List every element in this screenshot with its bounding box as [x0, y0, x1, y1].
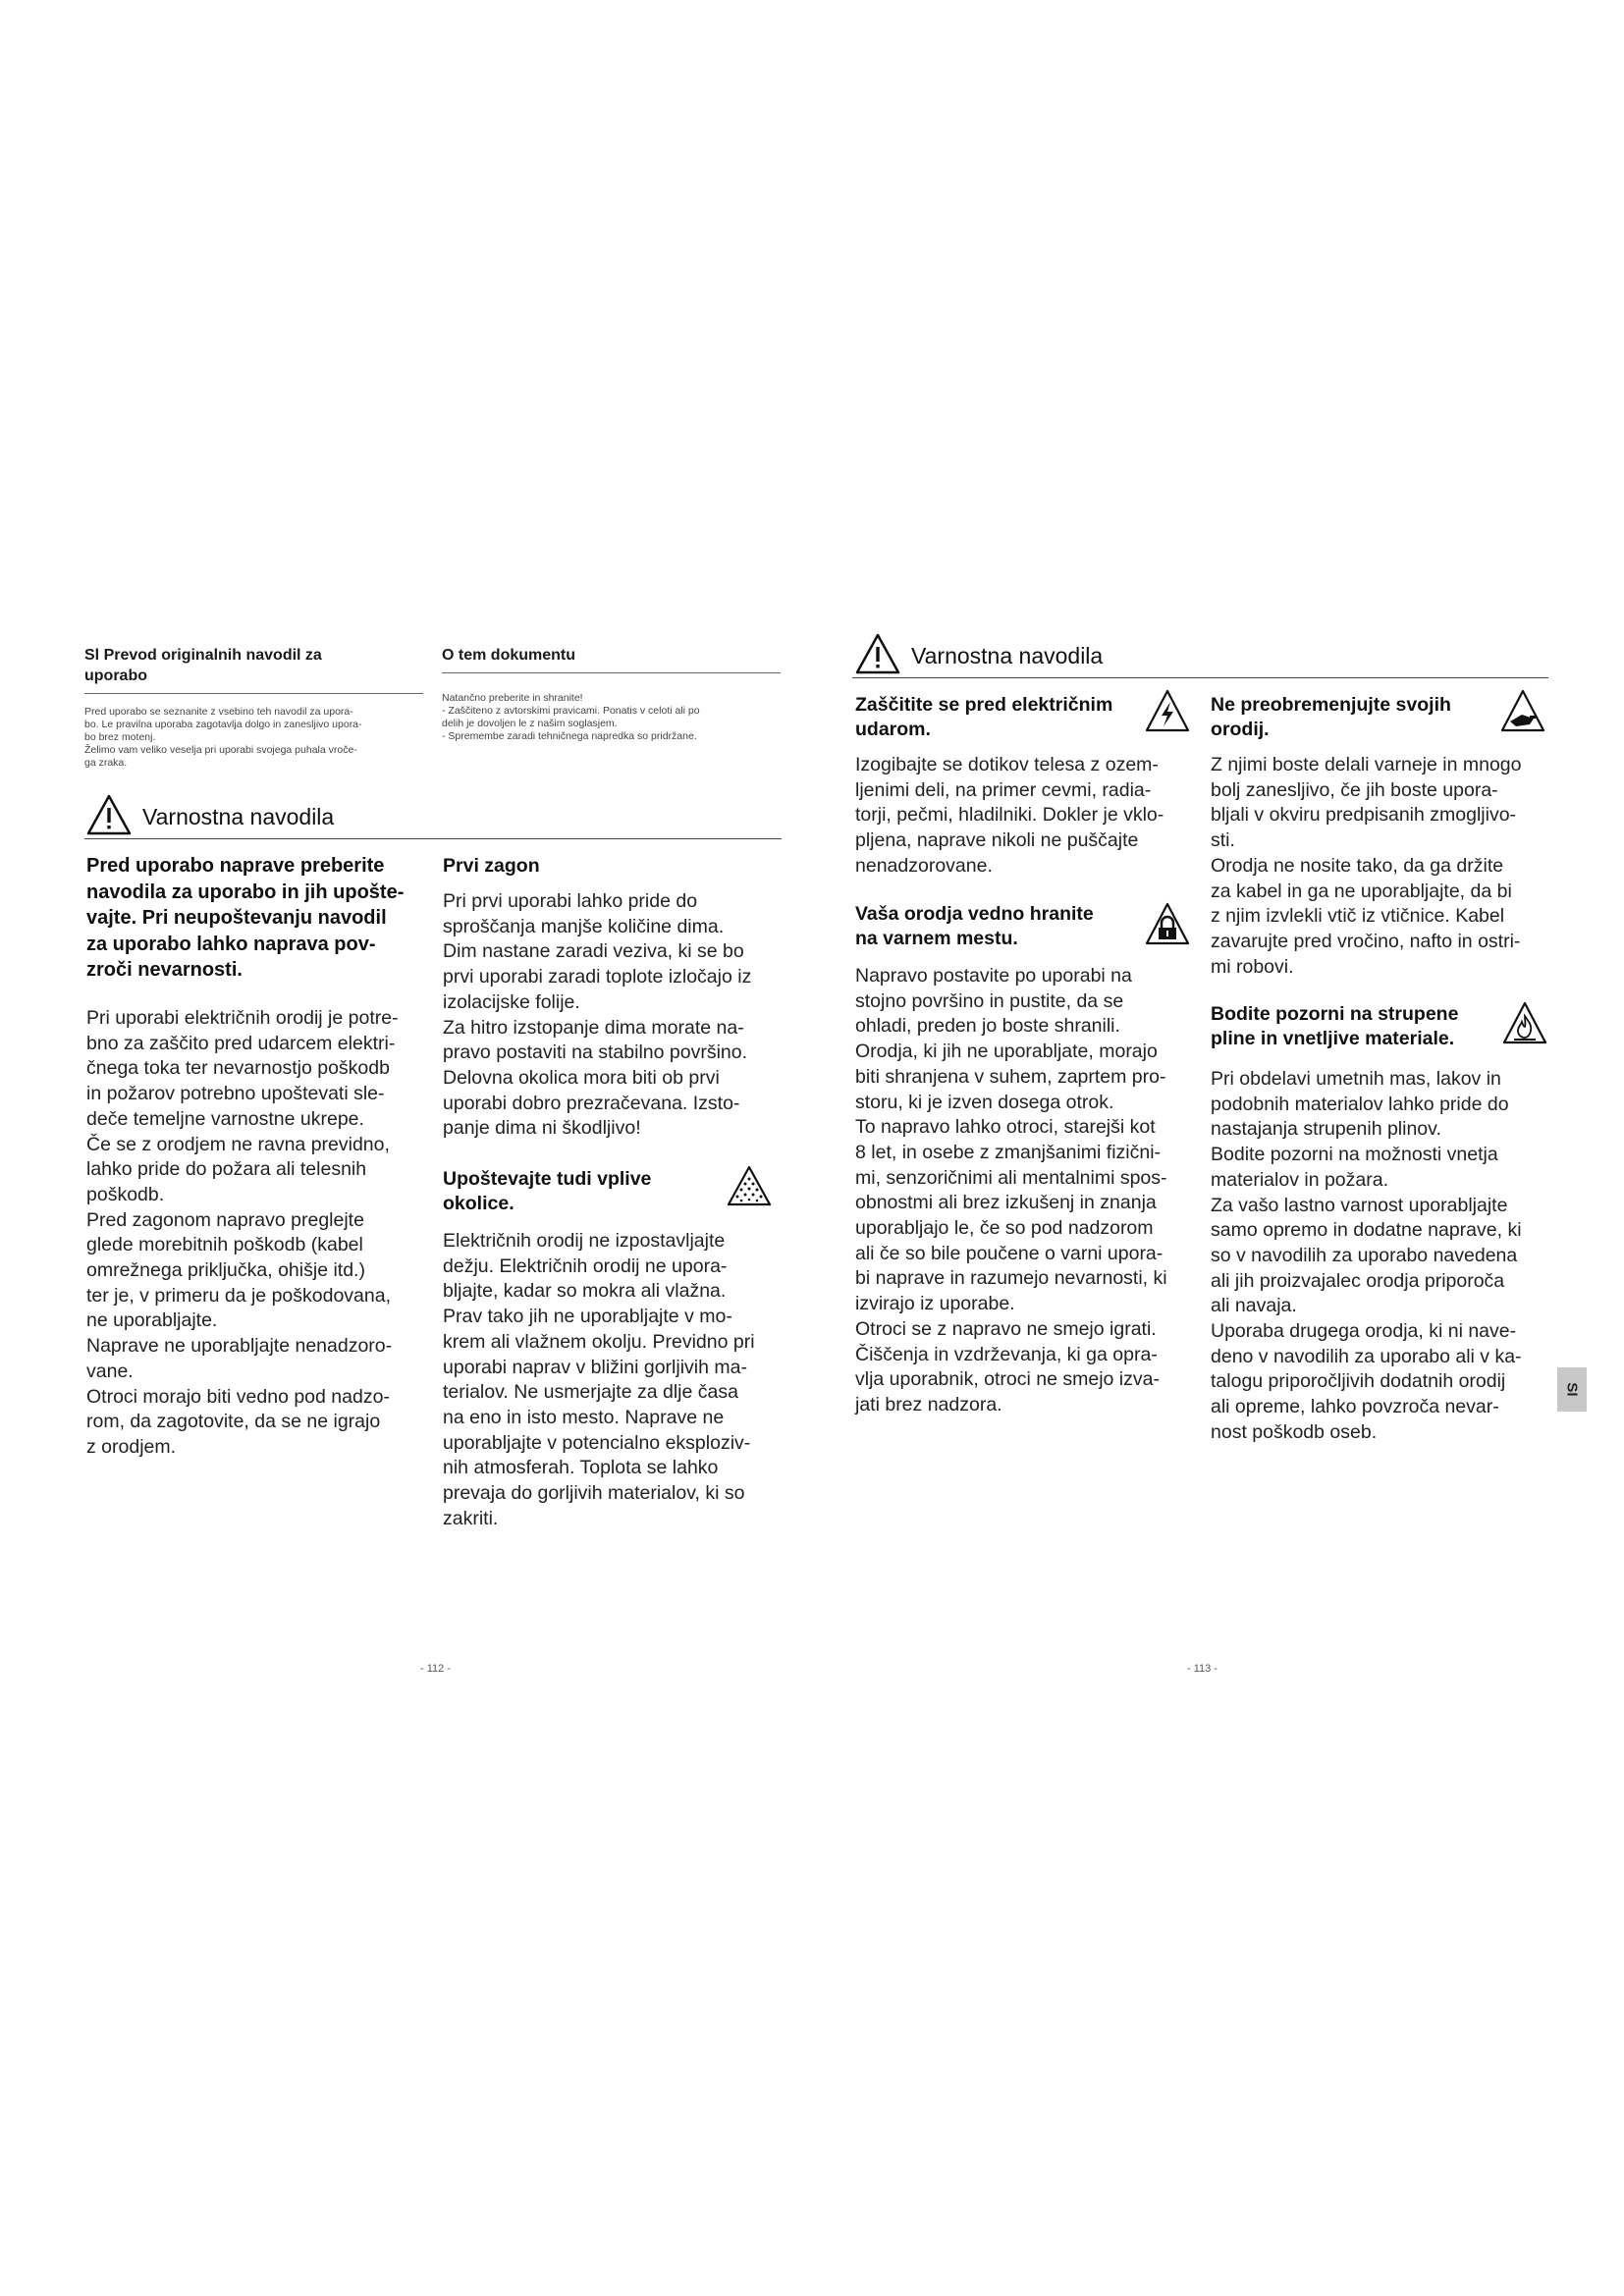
- overload-icon: [1500, 689, 1545, 732]
- safety-divider: [84, 838, 782, 839]
- page-number-left: - 112 -: [420, 1663, 451, 1675]
- shock-text: Izogibajte se dotikov telesa z ozem- ljenimi deli, na primer cevmi, radia- torji, pečmi, hladilniki. Dokler je vklo- pljena, naprave nikoli ne puščajte nenadzorovane.: [855, 754, 1164, 877]
- shock-title: Zaščitite se pred električnim udarom.: [855, 694, 1113, 740]
- about-paragraph: Natančno preberite in shranite! - Zaščiteno z avtorskimi pravicami. Ponatis v celoti ali po delih je dovoljen le z našim soglasjem. - Spremembe zaradi tehničnega napredka so pridržane.: [442, 692, 700, 742]
- electric-shock-icon: [1145, 689, 1190, 732]
- overload-text: Z njimi boste delali varneje in mnogo bolj zanesljivo, če jih boste upora- bljali v okviru predpisanih zmogljivo- sti. Orodja ne nosite tako, da ga držite za kabel in ga ne uporabljajte, da bi z njim izvlekli vtič iz vtičnice. Kabel zavarujte pred vročino, nafto in ostri- mi robovi.: [1211, 754, 1522, 978]
- about-divider: [442, 672, 781, 673]
- environment-title: Upoštevajte tudi vplive okolice.: [443, 1168, 652, 1214]
- fumes-title: Bodite pozorni na strupene pline in vnetljive materiale.: [1211, 1003, 1459, 1049]
- storage-title: Vaša orodja vedno hranite na varnem mestu.: [855, 903, 1094, 949]
- language-side-tab: [1557, 1367, 1587, 1412]
- fire-hazard-icon: [1502, 1001, 1547, 1044]
- warning-triangle-icon: [855, 633, 900, 674]
- header-title: Sl Prevod originalnih navodil za uporabo: [84, 647, 322, 684]
- storage-text: Napravo postavite po uporabi na stojno površino in pustite, da se ohladi, preden jo boste shranili. Orodja, ki jih ne uporabljate, morajo biti shranjena v suhem, zaprtem pro- storu, ki je izven dosega otrok. To napravo lahko otroci, starejši kot 8 let, in osebe z zmanjšanimi fizični- mi, senzoričnimi ali mentalnimi spos- obnostmi ali brez izkušenj in znanja uporabljajo le, če so pod nadzorom ali če so bile poučene o varni upora- bi naprave in razumejo nevarnosti, ki izvirajo iz uporabe. Otroci se z napravo ne smejo igrati. Čiščenja in vzdrževanja, ki ga opra- vlja uporabnik, otroci ne smejo izva- jati brez nadzora.: [855, 965, 1167, 1415]
- environment-text: Električnih orodij ne izpostavljajte dežju. Električnih orodij ne upora- bljajte, kadar so mokra ali vlažna. Prav tako jih ne uporabljajte v mo- krem ali vlažnem okolju. Previdno pri uporabi naprav v bližini gorljivih ma- terialov. Ne usmerjajte za dlje časa na eno in isto mesto. Naprave ne uporabljajte v potencialno eksploziv- nih atmosferah. Toplota se lahko prevaja do gorljivih materialov, ki so zakriti.: [443, 1230, 755, 1529]
- warning-triangle-icon: [86, 794, 132, 835]
- first-start-text: Pri prvi uporabi lahko pride do sproščanja manjše količine dima. Dim nastane zaradi veziva, ki se bo prvi uporabi zaradi toplote izločajo iz izolacijske folije. Za hitro izstopanje dima morate na- pravo postaviti na stabilno površino. Delovna okolica mora biti ob prvi uporabi dobro prezračevana. Izsto- panje dima ni škodljivo!: [443, 890, 752, 1140]
- header-divider: [84, 693, 423, 694]
- first-start-title: Prvi zagon: [443, 855, 540, 877]
- padlock-icon: [1145, 902, 1190, 945]
- header-paragraph: Pred uporabo se seznanite z vsebino teh navodil za upora- bo. Le pravilna uporaba zagotavlja dolgo in zanesljivo upora- bo brez motenj. Želimo vam veliko veselja pri uporabi svojega puhala vroče- ga zraka.: [84, 706, 362, 769]
- rain-icon: [727, 1165, 772, 1206]
- side-tab-label: SI: [1563, 1382, 1581, 1397]
- safety-divider-right: [852, 677, 1548, 678]
- safety-title-right: Varnostna navodila: [911, 643, 1104, 668]
- safety-title: Varnostna navodila: [142, 804, 335, 829]
- fumes-text: Pri obdelavi umetnih mas, lakov in podobnih materialov lahko pride do nastajanja strupenih plinov. Bodite pozorni na možnosti vnetja materialov in požara. Za vašo lastno varnost uporabljajte samo opremo in dodatne naprave, ki so v navodilih za uporabo navedena ali jih proizvajalec orodja priporoča ali navaja. Uporaba drugega orodja, ki ni nave- deno v navodilih za uporabo ali v ka- talogu priporočljivih dodatnih orodij ali opreme, lahko povzroča nevar- nost poškodb oseb.: [1211, 1068, 1522, 1443]
- overload-title: Ne preobremenjujte svojih orodij.: [1211, 694, 1451, 740]
- intro-warning: Pred uporabo naprave preberite navodila za uporabo in jih upošte- vajte. Pri neupoštevanju navodil za uporabo lahko naprava pov- zroči nevarnosti.: [86, 855, 405, 981]
- page-number-right: - 113 -: [1187, 1663, 1218, 1675]
- general-safety-text: Pri uporabi električnih orodij je potre- bno za zaščito pred udarcem elektri- čnega toka ter nevarnostjo poškodb in požarov potrebno upoštevati sle- deče temeljne varnostne ukrepe. Če se z orodjem ne ravna previdno, lahko pride do požara ali telesnih poškodb. Pred zagonom napravo preglejte glede morebitnih poškodb (kabel omrežnega priključka, ohišje itd.) ter je, v primeru da je poškodovana, ne uporabljajte. Naprave ne uporabljajte nenadzoro- vane. Otroci morajo biti vedno pod nadzo- rom, da zagotovite, da se ne igrajo z orodjem.: [86, 1007, 399, 1458]
- about-title: O tem dokumentu: [442, 647, 576, 664]
